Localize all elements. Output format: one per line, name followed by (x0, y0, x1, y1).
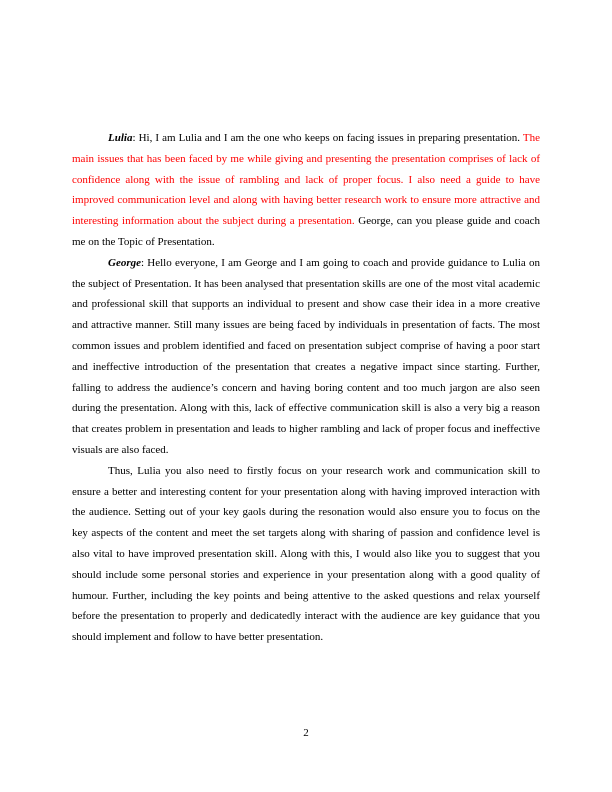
guidance-paragraph: Thus, Lulia you also need to firstly focus on your research work and communication skill to ensure a better and interesting content for your presentation along with having improved interaction with the audience. Setting out of your key gaols during the resonation would also ensure you to focus on the key aspects of the content and meet the set targets along with sharing of passion and confidence level is also vital to have improved presentation skill. Along with this, I would also like you to suggest that you should include some personal stories and experience in your presentation along with a good quality of humour. Further, including the key points and being attentive to the asked questions and relax yourself before the presentation to properly and dedicatedly interact with the audience are key guidance that you should implement and follow to have better presentation. (72, 464, 540, 644)
speaker-lulia: Lulia (108, 132, 133, 144)
lulia-intro-text: Hi, I am Lulia and I am the one who keeps on facing issues in preparing presentation. (138, 132, 523, 144)
lulia-highlighted-text: The main issues that has been faced by me while giving and presenting the presentation comprises of lack of confidence along with the issue of rambling and lack of proper focus. I also need a guide to have improved communication level and along with having better research work to ensure more attractive and interesting information about the subject during a presentation. (72, 132, 540, 228)
lulia-paragraph (72, 128, 540, 253)
page-number: 2 (303, 727, 309, 739)
george-paragraph (72, 253, 540, 461)
document-body (72, 128, 540, 648)
speaker-separator: : (141, 256, 148, 269)
speaker-separator: : (132, 132, 139, 144)
speaker-george: George (108, 256, 141, 269)
lulia-outro-text: George, can you please guide and coach me on the Topic of Presentation. (72, 215, 540, 248)
george-text: Hello everyone, I am George and I am going to coach and provide guidance to Lulia on the subject of Presentation. It has been analysed that presentation skills are one of the most vital academic and professional skill that supports an individual to present and show case their idea in a more creative and attractive manner. Still many issues are being faced by individuals in presentation of facts. The most common issues and problem identified and faced on presentation subject comprise of having a poor start and ineffective introduction of the presentation that creates a negative impact since starting. Further, falling to address the audience’s concern and having boring content and too much jargon are also seen during the presentation. Along with this, lack of effective communication skill is also a very big a reason that creates problem in presentation and leads to higher rambling and lack of proper focus and ineffective visuals are also faced. (72, 256, 540, 456)
